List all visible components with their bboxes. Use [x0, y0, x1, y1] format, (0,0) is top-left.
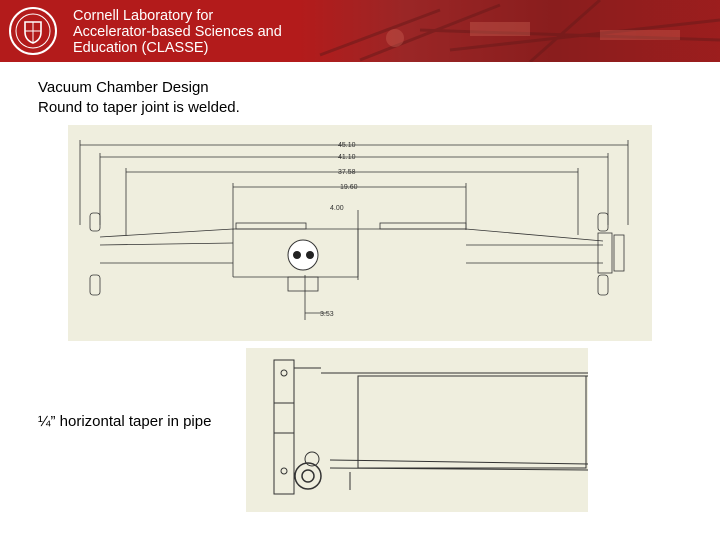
org-line-2: Accelerator-based Sciences and [73, 24, 282, 40]
org-line-1: Cornell Laboratory for [73, 8, 214, 24]
slide-subtitle: Round to taper joint is welded. [38, 99, 240, 116]
dim-label-5: 4.00 [330, 205, 344, 212]
taper-caption: ¼” horizontal taper in pipe [38, 413, 212, 430]
dim-label-4: 19.60 [340, 184, 358, 191]
dim-label-1: 45.10 [338, 142, 356, 149]
taper-drawing-detail-svg [246, 348, 588, 512]
banner-photo [300, 0, 720, 62]
chamber-drawing-top-svg [68, 125, 652, 341]
dim-label-3: 37.58 [338, 169, 356, 176]
dim-label-2: 41.10 [338, 154, 356, 161]
header-banner [0, 0, 720, 62]
chamber-drawing-top [68, 125, 652, 341]
cornell-seal-logo [8, 6, 58, 56]
org-line-3: Education (CLASSE) [73, 40, 209, 56]
org-name [73, 8, 282, 56]
taper-drawing-detail [246, 348, 588, 512]
slide-title: Vacuum Chamber Design [38, 79, 209, 96]
dim-label-6: 3.53 [320, 311, 334, 318]
banner-photo-art [300, 0, 720, 62]
slide-heading [38, 78, 240, 118]
